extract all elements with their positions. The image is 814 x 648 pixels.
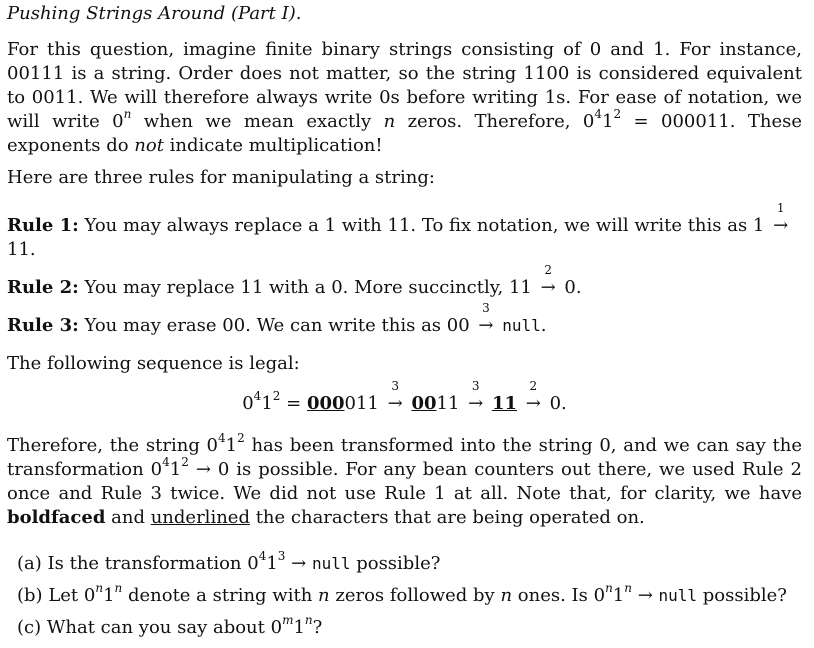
problem-document <box>7 2 802 648</box>
rule-text: You may erase 00. We can write this as 00 <box>84 315 476 336</box>
exponent-n: n <box>605 581 613 595</box>
rule-label: Rule 2: <box>7 277 79 298</box>
digit-one: 1 <box>103 585 115 606</box>
variable-n: n <box>500 585 513 606</box>
exponent-m: m <box>282 613 294 627</box>
arrow-label: 2 <box>544 263 552 277</box>
rule-1 <box>7 201 802 262</box>
rule-label: Rule 3: <box>7 315 79 336</box>
seq-rest: 011 <box>344 393 379 414</box>
exponent-4: 4 <box>218 431 226 445</box>
exponent-2: 2 <box>613 107 622 121</box>
equals-sign: = <box>280 393 307 414</box>
seq-arrow: 3 → <box>387 379 403 414</box>
intro-paragraph <box>7 38 802 158</box>
sequence-equation <box>7 379 802 416</box>
intro-text: indicate multiplication! <box>163 135 383 156</box>
null-keyword: null <box>658 586 698 605</box>
question-text: Let 0 <box>48 585 96 606</box>
arrow: → <box>631 585 659 606</box>
rule-result: 11. <box>7 239 36 260</box>
null-keyword: null <box>502 316 541 335</box>
question-text: What can you say about 0 <box>46 617 283 638</box>
seq-arrow: 3 → <box>468 379 484 414</box>
question-a <box>17 549 802 576</box>
operated-chars: 00 <box>411 393 437 414</box>
rule-arrow: 3 → <box>478 301 494 336</box>
conclusion-text: has been transformed into the string 0, and we can say the transformation 0 <box>7 435 802 480</box>
rule-text: You may replace 11 with a 0. More succinctly, 11 <box>84 277 538 298</box>
seq-arrow: 2 → <box>525 379 541 414</box>
question-c <box>17 613 802 640</box>
operated-chars: 11 <box>491 393 518 414</box>
exponent-2: 2 <box>237 431 245 445</box>
underlined-word: underlined <box>150 507 250 528</box>
null-keyword: null <box>311 554 351 573</box>
digit-one: 1 <box>225 435 238 456</box>
seq-rest: 11 <box>436 393 460 414</box>
digit-one: 1 <box>169 459 182 480</box>
exponent-2: 2 <box>181 455 189 469</box>
seq-lhs: 0 <box>242 393 254 414</box>
exponent-3: 3 <box>277 549 286 563</box>
arrow-label: 2 <box>529 379 538 393</box>
exponent-n: n <box>114 581 123 595</box>
digit-one: 1 <box>602 111 614 132</box>
question-text: possible? <box>350 553 441 574</box>
digit-one: 1 <box>293 617 305 638</box>
operated-chars: 000 <box>306 393 345 414</box>
exponent-4: 4 <box>594 107 603 121</box>
question-list <box>7 549 802 640</box>
rule-2 <box>7 263 802 300</box>
question-text: possible? <box>697 585 787 606</box>
rule-arrow: 1 → <box>773 201 789 236</box>
variable-n: n <box>318 585 330 606</box>
sequence-intro: The following sequence is legal: <box>7 353 300 374</box>
conclusion-text: and <box>105 507 151 528</box>
question-text: ? <box>312 617 323 638</box>
emphasis-not: not <box>134 135 164 156</box>
conclusion-text: the characters that are being operated on. <box>249 507 645 528</box>
question-label: (a) <box>17 553 42 574</box>
question-label: (c) <box>17 617 42 638</box>
intro-text: For this question, imagine finite binary strings consisting of 0 and 1. For instance, 00111 is a string. Order does not matter, so the string 1100 is considered equivalent to 0011. We will therefore always write 0s before writing 1s. For ease of notation, we will write 0 <box>7 39 802 132</box>
rule-result: 0. <box>564 277 582 298</box>
question-text: zeros followed by <box>329 585 501 606</box>
question-text: Is the transformation 0 <box>47 553 259 574</box>
question-text: ones. Is 0 <box>512 585 606 606</box>
intro-text: zeros. Therefore, 0 <box>395 111 595 132</box>
rule-end: . <box>540 315 547 336</box>
seq-final: 0. <box>549 393 567 414</box>
variable-n: n <box>383 111 396 132</box>
exponent-4: 4 <box>162 455 170 469</box>
conclusion-text: → 0 is possible. For any bean counters out there, we used Rule 2 once and Rule 3 twice. We did not use Rule 1 at all. Note that, for clarity, we have <box>7 459 802 504</box>
exponent-2: 2 <box>272 389 281 403</box>
rule-3 <box>7 301 802 338</box>
digit-one: 1 <box>266 553 278 574</box>
exponent-n: n <box>624 581 632 595</box>
rules-intro: Here are three rules for manipulating a string: <box>7 167 435 188</box>
exponent-n: n <box>123 107 132 121</box>
exponent-4: 4 <box>258 549 267 563</box>
intro-text: when we mean exactly <box>131 111 384 132</box>
exponent-n: n <box>304 613 313 627</box>
digit-one: 1 <box>261 393 273 414</box>
exponent-n: n <box>95 581 104 595</box>
rule-arrow: 2 → <box>540 263 556 298</box>
arrow-label: 3 <box>482 301 490 315</box>
rule-text: You may always replace a 1 with 11. To fix notation, we will write this as 1 <box>84 215 771 236</box>
digit-one: 1 <box>612 585 625 606</box>
conclusion-text: Therefore, the string 0 <box>7 435 219 456</box>
bold-word: boldfaced <box>7 507 106 528</box>
arrow-label: 1 <box>776 201 785 215</box>
arrow-label: 3 <box>391 379 399 393</box>
question-text: denote a string with <box>122 585 319 606</box>
question-label: (b) <box>17 585 43 606</box>
intro-text: = 000011. These exponents do <box>7 111 803 156</box>
question-b <box>17 581 802 608</box>
problem-title: Pushing Strings Around (Part I). <box>7 3 302 24</box>
rule-label: Rule 1: <box>7 215 79 236</box>
exponent-4: 4 <box>253 389 262 403</box>
arrow: → <box>285 553 312 574</box>
conclusion-paragraph <box>7 431 802 530</box>
arrow-label: 3 <box>471 379 480 393</box>
